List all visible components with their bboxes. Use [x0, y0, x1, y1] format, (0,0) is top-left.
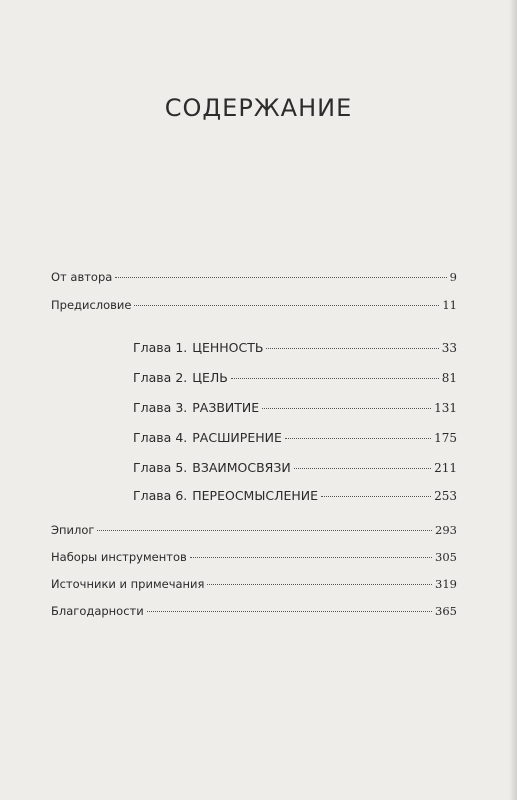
toc-entry-label: Эпилог [51, 523, 95, 537]
chapter-word: Глава [133, 430, 172, 445]
chapter-word: Глава [133, 460, 172, 475]
toc-entry-page: 253 [434, 489, 457, 503]
dot-leader [190, 557, 432, 558]
toc-entry-toolkits [51, 550, 457, 564]
dot-leader [147, 611, 432, 612]
chapter-word: Глава [133, 340, 172, 355]
dot-leader [262, 408, 431, 409]
toc-entry-page: 33 [441, 341, 457, 355]
chapter-title: РАЗВИТИЕ [192, 400, 260, 415]
toc-entry-page: 81 [441, 371, 457, 385]
toc-entry-epilogue [51, 523, 457, 537]
toc-entry-page: 131 [434, 401, 457, 415]
chapter-number: 1. [175, 340, 188, 355]
chapter-title: ЦЕЛЬ [192, 370, 228, 385]
dot-leader [294, 468, 431, 469]
toc-chapter-1 [133, 341, 457, 355]
chapter-number: 3. [175, 400, 188, 415]
chapter-title: ПЕРЕОСМЫСЛЕНИЕ [192, 488, 319, 503]
chapter-title: РАСШИРЕНИЕ [192, 430, 282, 445]
chapter-number: 5. [175, 460, 188, 475]
page-edge-shadow [509, 0, 517, 800]
toc-entry-preface [51, 298, 457, 312]
chapter-number: 6. [175, 488, 188, 503]
toc-chapter-5 [133, 461, 457, 475]
toc-chapter-6 [133, 489, 457, 503]
toc-chapter-3 [133, 401, 457, 415]
toc-entry-page: 305 [435, 550, 457, 564]
toc-entry-page: 11 [442, 298, 457, 312]
toc-entry-from-author [51, 270, 457, 284]
toc-entry-label: Источники и примечания [51, 577, 205, 591]
dot-leader [115, 277, 446, 278]
chapter-word: Глава [133, 488, 172, 503]
toc-entry-label: Благодарности [51, 604, 144, 618]
toc-chapter-label [133, 431, 282, 445]
chapter-number: 2. [175, 370, 188, 385]
toc-entry-acknowledgements [51, 604, 457, 618]
toc-chapter-label [133, 461, 291, 475]
toc-chapter-label [133, 489, 318, 503]
toc-chapter-label [133, 341, 263, 355]
chapter-word: Глава [133, 400, 172, 415]
toc-chapter-4 [133, 431, 457, 445]
dot-leader [207, 584, 432, 585]
dot-leader [134, 305, 439, 306]
toc-chapter-label [133, 401, 259, 415]
toc-entry-page: 211 [434, 461, 457, 475]
dot-leader [266, 348, 438, 349]
dot-leader [231, 378, 439, 379]
toc-chapter-label [133, 371, 228, 385]
toc-entry-page: 365 [435, 604, 457, 618]
toc-entry-label: Наборы инструментов [51, 550, 187, 564]
dot-leader [285, 438, 431, 439]
toc-entry-page: 9 [449, 270, 457, 284]
page-title: СОДЕРЖАНИЕ [164, 94, 353, 123]
toc-entry-label: От автора [51, 270, 113, 284]
dot-leader [97, 530, 432, 531]
chapter-title: ВЗАИМОСВЯЗИ [192, 460, 291, 475]
toc-entry-page: 175 [434, 431, 457, 445]
chapter-word: Глава [133, 370, 172, 385]
chapter-number: 4. [175, 430, 188, 445]
toc-entry-label: Предисловие [51, 298, 132, 312]
toc-entry-sources [51, 577, 457, 591]
toc-entry-page: 319 [435, 577, 457, 591]
toc-entry-page: 293 [435, 523, 457, 537]
toc-chapter-2 [133, 371, 457, 385]
chapter-title: ЦЕННОСТЬ [192, 340, 264, 355]
dot-leader [321, 496, 431, 497]
